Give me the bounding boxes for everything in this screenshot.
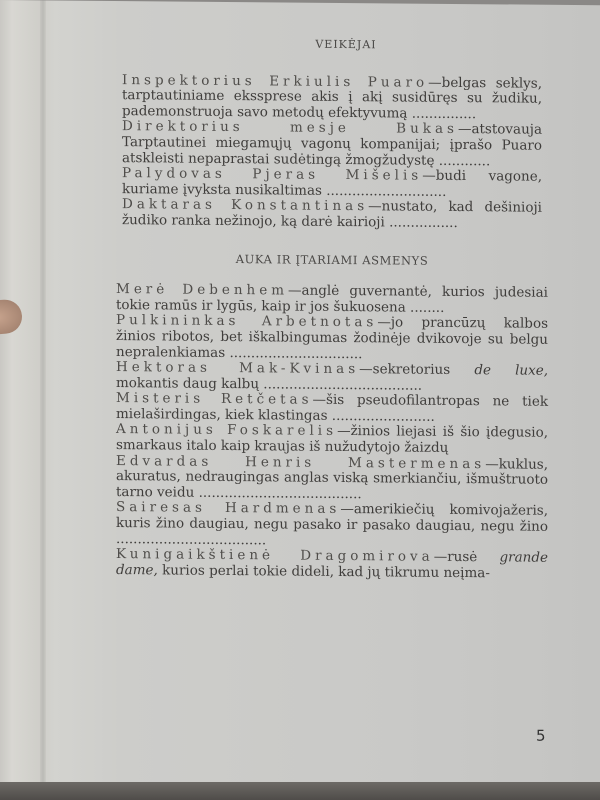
character-name: Inspektorius Erkiulis Puaro [122, 71, 429, 91]
suspect-name: Antonijus Foskarelis [116, 421, 338, 440]
page-number: 5 [536, 726, 546, 745]
page-gutter [40, 0, 46, 785]
suspect-entry [116, 282, 548, 317]
character-description: —atstovauja Tarptautinei miegamųjų vagonų kompanijai; įprašo Puaro atskleisti nepaprastai sudėtingą žmogžudystę ............ [122, 121, 542, 169]
character-description: —budi vagone, kuriame įvyksta nusikaltimas ............................ [122, 167, 542, 200]
suspect-description-italic: grande dame, [116, 549, 548, 579]
suspect-description: —kuklus, akuratus, nedraugingas anglas viską smerkiančiu, išmuštruoto tarno veidu ...................................... [116, 455, 548, 502]
suspect-description: —sekretorius [359, 361, 451, 379]
suspect-name: Edvardas Henris Mastermenas [116, 452, 486, 472]
character-entry [122, 73, 542, 123]
character-entry [122, 197, 542, 232]
suspect-description-cont: kurios perlai tokie dideli, kad jų tikrumu neįma- [162, 562, 490, 582]
section-heading-victim-suspects: AUKA IR ĮTARIAMI ASMENYS [235, 251, 429, 268]
character-name: Direktorius mesje Bukas [122, 118, 458, 138]
suspect-name: Kunigaikštienė Dragomirova [116, 546, 434, 566]
suspect-entry [116, 547, 548, 582]
suspect-name: Merė Debenhem [116, 281, 289, 299]
suspect-description: —rusė [433, 549, 478, 566]
suspect-entry [116, 500, 548, 551]
suspect-entry [116, 313, 548, 364]
suspect-entry [116, 454, 548, 505]
character-entry [122, 166, 542, 201]
section-heading-characters: VEIKĖJAI [315, 37, 377, 52]
book-bottom-edge [0, 782, 600, 800]
character-name: Daktaras Konstantinas [122, 196, 369, 215]
suspect-description: —šis pseudofilantropas ne tiek mielaširdingas, kiek klastingas ........................ [116, 392, 548, 425]
suspect-name: Misteris Retčetas [116, 390, 313, 409]
page-content [116, 31, 548, 582]
suspects-list [116, 282, 548, 582]
character-description: —belgas seklys, tarptautiniame ekssprese akis į akį susidūręs su žudiku, pademonstruoja savo metodų efektyvumą ............... [122, 74, 542, 122]
suspect-name: Sairesas Hardmenas [116, 499, 341, 518]
character-description: —nustato, kad dešinioji žudiko ranka nežinojo, ką darė kairioji ................ [122, 198, 542, 231]
suspect-entry [116, 422, 548, 457]
character-name: Palydovas Pjeras Mišelis [122, 165, 423, 184]
suspect-name: Pulkininkas Arbetnotas [116, 312, 378, 331]
suspect-description-italic: de luxe, [474, 362, 548, 379]
suspect-entry [116, 360, 548, 395]
suspect-description: —žinios liejasi iš šio įdegusio, smarkaus italo kaip kraujas iš nužudytojo žaizdų [116, 423, 548, 456]
suspect-description-cont: mokantis daug kalbų ..................................... [116, 374, 423, 394]
suspect-name: Hektoras Mak-Kvinas [116, 359, 360, 378]
suspect-entry [116, 391, 548, 426]
suspect-description: —jo prancūzų kalbos žinios ribotos, bet iškalbingumas žodinėje dvikovoje su belgu nepralenkiamas ............................... [116, 314, 548, 362]
suspect-description: —anglė guvernantė, kurios judesiai tokie ramūs ir lygūs, kaip ir jos šukuosena ........ [116, 282, 548, 316]
suspect-description: —amerikiečių komivojažeris, kuris žino daugiau, negu pasako ir pasako daugiau, negu žino ................................... [116, 501, 548, 548]
character-entry [122, 119, 542, 169]
characters-list [122, 73, 542, 233]
